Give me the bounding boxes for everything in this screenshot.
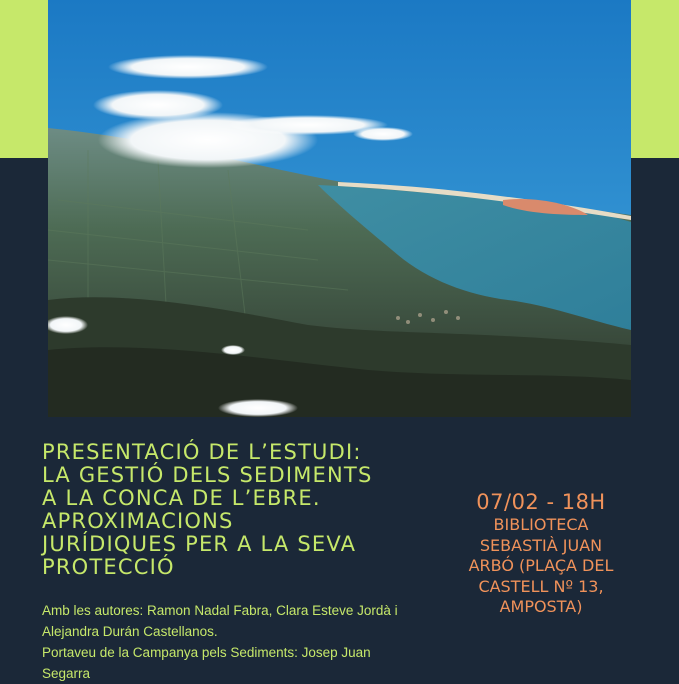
event-datetime: 07/02 - 18H [476,490,606,514]
event-title [42,441,452,579]
green-accent-right [631,0,679,158]
location-line: CASTELL Nº 13, [478,576,604,596]
aerial-photo-ebro-delta [48,0,631,417]
title-line: PROTECCIÓ [42,555,175,579]
location-line: AMPOSTA) [499,597,583,616]
title-line: JURÍDIQUES PER A LA SEVA [42,532,357,556]
green-accent-left [0,0,48,158]
details-line: Alejandra Durán Castellanos. [42,624,218,639]
location-line: BIBLIOTECA [493,515,589,534]
event-info [452,489,630,618]
event-location [452,515,630,618]
location-line: ARBÓ (PLAÇA DEL [468,556,614,575]
event-details [42,600,462,684]
title-line: PRESENTACIÓ DE L’ESTUDI: [42,440,362,464]
details-line: Portaveu de la Campanya pels Sediments: Josep Juan [42,645,371,660]
title-line: APROXIMACIONS [42,509,234,533]
title-line: LA GESTIÓ DELS SEDIMENTS [42,463,373,487]
title-line: A LA CONCA DE L’EBRE. [42,486,321,510]
details-line: Segarra [42,666,91,681]
location-line: SEBASTIÀ JUAN [479,535,603,555]
details-line: Amb les autores: Ramon Nadal Fabra, Clara Esteve Jordà i [42,603,398,618]
